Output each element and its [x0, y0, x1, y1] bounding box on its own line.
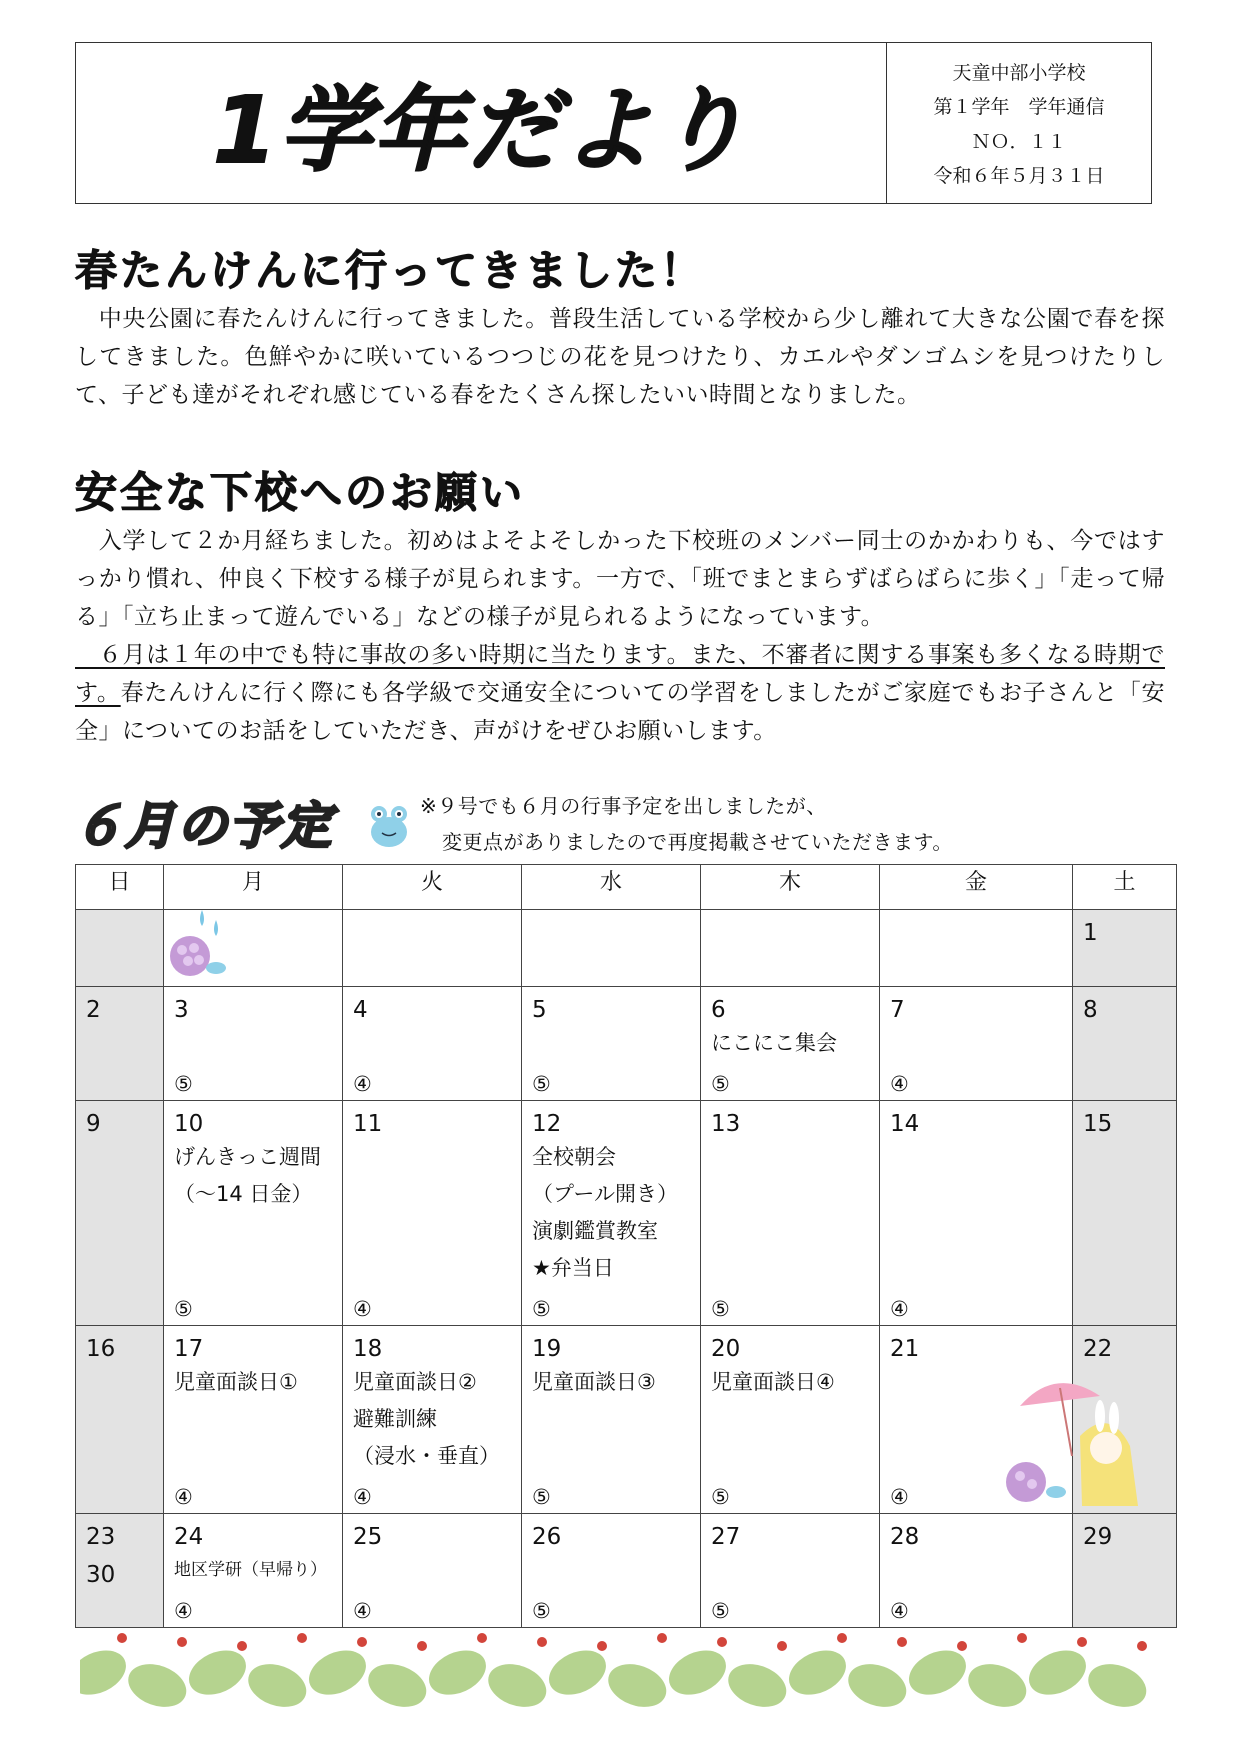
weekday-header: 日 [76, 865, 164, 910]
day-number: 9 [86, 1111, 101, 1137]
calendar-day-cell [880, 1514, 1073, 1628]
garland-berry [477, 1633, 487, 1643]
garland-leaf [602, 1656, 672, 1714]
garland-berry [1077, 1637, 1087, 1647]
class-period-count: ④ [890, 1485, 909, 1509]
calendar-day-cell [76, 1101, 164, 1326]
class-period-count: ④ [353, 1072, 372, 1096]
calendar-day-cell [343, 987, 522, 1101]
garland-leaf [302, 1642, 373, 1704]
garland-berry [417, 1641, 427, 1651]
garland-berry [897, 1637, 907, 1647]
calendar-event: （～14 日金） [174, 1182, 313, 1206]
calendar-day-cell [164, 987, 343, 1101]
issue-date: 令和６年５月３１日 [933, 164, 1105, 187]
garland-berry [357, 1637, 367, 1647]
garland-leaf [662, 1642, 733, 1704]
calendar-event: 児童面談日① [174, 1370, 298, 1394]
class-period-count: ⑤ [711, 1599, 730, 1623]
calendar-day-cell [76, 1326, 164, 1514]
weekday-header: 土 [1073, 865, 1177, 910]
garland-berry [717, 1637, 727, 1647]
frog-icon [365, 800, 413, 850]
calendar-event: （浸水・垂直） [353, 1444, 500, 1468]
garland-berry [537, 1637, 547, 1647]
class-period-count: ④ [890, 1297, 909, 1321]
section-title-spring: 春たんけんに行ってきました！ [75, 246, 706, 295]
day-number: 18 [353, 1336, 383, 1362]
garland-leaf [902, 1642, 973, 1704]
garland-berry [657, 1633, 667, 1643]
garland-berry [1017, 1633, 1027, 1643]
day-number: 20 [711, 1336, 741, 1362]
garland-berry [297, 1633, 307, 1643]
garland-leaf [962, 1656, 1032, 1714]
class-period-count: ⑤ [174, 1072, 193, 1096]
weekday-header: 火 [343, 865, 522, 910]
newsletter-title: 1学年だより [212, 77, 749, 184]
class-period-count: ④ [353, 1297, 372, 1321]
calendar-week-row [76, 910, 1177, 987]
class-period-count: ⑤ [532, 1297, 551, 1321]
garland-berry [237, 1641, 247, 1651]
weekday-header-row [76, 865, 1177, 910]
calendar-event: 児童面談日③ [532, 1370, 656, 1394]
calendar-event: ★弁当日 [532, 1256, 614, 1280]
garland-leaf [722, 1656, 792, 1714]
weekday-header: 月 [164, 865, 343, 910]
calendar-week-row [76, 1101, 1177, 1326]
day-number: 27 [711, 1524, 741, 1550]
hydrangea-icon [162, 906, 232, 980]
day-number: 24 [174, 1524, 204, 1550]
section-body-safety [75, 522, 1165, 750]
calendar-day-cell [1073, 910, 1177, 987]
garland-leaf [362, 1656, 432, 1714]
day-number: 21 [890, 1336, 920, 1362]
day-number: 30 [86, 1562, 116, 1588]
paragraph: 中央公園に春たんけんに行ってきました。普段生活している学校から少し離れて大きな公園で春を探してきました。色鮮やかに咲いているつつじの花を見つけたり、カエルやダンゴムシを見つけたりして、子ども達がそれぞれ感じている春をたくさん探したいい時間となりました。 [75, 306, 1166, 408]
garland-leaf [80, 1642, 133, 1704]
garland-berry [117, 1633, 127, 1643]
day-number: 14 [890, 1111, 920, 1137]
class-period-count: ⑤ [174, 1297, 193, 1321]
class-period-count: ⑤ [711, 1072, 730, 1096]
paragraph [75, 636, 1165, 750]
garland-leaf [422, 1642, 493, 1704]
day-number: 28 [890, 1524, 920, 1550]
day-number: 12 [532, 1111, 562, 1137]
class-period-count: ④ [890, 1599, 909, 1623]
day-number: 3 [174, 997, 189, 1023]
day-number: 15 [1083, 1111, 1113, 1137]
schedule-note-line2: 変更点がありましたので再度掲載させていただきます。 [442, 830, 953, 854]
day-number: 7 [890, 997, 905, 1023]
day-number: 4 [353, 997, 368, 1023]
calendar-week-row [76, 1514, 1177, 1628]
schedule-title: ６月の予定 [73, 797, 333, 855]
day-number: 26 [532, 1524, 562, 1550]
calendar-event: にこにこ集会 [711, 1031, 837, 1055]
calendar-day-cell [701, 910, 880, 987]
day-number: 6 [711, 997, 726, 1023]
class-period-count: ④ [174, 1599, 193, 1623]
calendar-day-cell [343, 1514, 522, 1628]
calendar-day-cell [880, 910, 1073, 987]
calendar-day-cell [1073, 1101, 1177, 1326]
garland-leaf [1022, 1642, 1093, 1704]
calendar-day-cell [164, 1101, 343, 1326]
class-period-count: ⑤ [711, 1297, 730, 1321]
calendar-event: 地区学研（早帰り） [174, 1560, 327, 1580]
garland-leaf [482, 1656, 552, 1714]
class-period-count: ④ [890, 1072, 909, 1096]
day-number: 23 [86, 1524, 116, 1550]
paragraph-rest: 春たんけんに行く際にも各学級で交通安全についての学習をしましたがご家庭でもお子さんと「安全」についてのお話をしていただき、声がけをぜひお願いします。 [75, 680, 1165, 744]
calendar-event: 児童面談日② [353, 1370, 477, 1394]
day-number: 19 [532, 1336, 562, 1362]
calendar-event: 避難訓練 [353, 1407, 437, 1431]
day-number: 2 [86, 997, 101, 1023]
class-period-count: ④ [353, 1599, 372, 1623]
day-number: 17 [174, 1336, 204, 1362]
calendar-day-cell [701, 1514, 880, 1628]
calendar-event: 児童面談日④ [711, 1370, 835, 1394]
calendar-event: （プール開き） [532, 1182, 678, 1206]
class-period-count: ④ [174, 1485, 193, 1509]
garland-leaf [842, 1656, 912, 1714]
underlined-text: ６月は１年の中でも特に事故の多い時期に当たります。また、不審者に関する事案も多くなる時期です。 [75, 642, 1165, 706]
paragraph: 入学して２か月経ちました。初めはよそよそしかった下校班のメンバー同士のかかわりも、今ではすっかり慣れ、仲良く下校する様子が見られます。一方で、「班でまとまらずばらばらに歩く」「走って帰る」「立ち止まって遊んでいる」などの様子が見られるようになっています。 [75, 528, 1165, 630]
class-period-count: ⑤ [532, 1072, 551, 1096]
calendar-day-cell [522, 987, 701, 1101]
calendar-day-cell [343, 1326, 522, 1514]
calendar-day-cell [343, 910, 522, 987]
day-number: 1 [1083, 920, 1098, 946]
calendar-day-cell [522, 1101, 701, 1326]
calendar-day-cell [522, 1326, 701, 1514]
weekday-header: 金 [880, 865, 1073, 910]
day-number: 13 [711, 1111, 741, 1137]
grade-label: 第１学年 学年通信 [933, 96, 1105, 119]
calendar-day-cell [701, 987, 880, 1101]
calendar-day-cell [880, 987, 1073, 1101]
day-number: 11 [353, 1111, 383, 1137]
calendar-day-cell [1073, 987, 1177, 1101]
weekday-header: 木 [701, 865, 880, 910]
class-period-count: ④ [353, 1485, 372, 1509]
calendar-day-cell [76, 910, 164, 987]
schedule-note-line1: ※９号でも６月の行事予定を出しましたが、 [420, 794, 827, 818]
calendar-event: げんきっこ週間 [174, 1145, 321, 1169]
garland-leaf [122, 1656, 192, 1714]
bunny-umbrella-illustration [1000, 1366, 1150, 1516]
calendar-day-cell [701, 1326, 880, 1514]
calendar-day-cell [164, 1326, 343, 1514]
day-number: 10 [174, 1111, 204, 1137]
day-number: 29 [1083, 1524, 1113, 1550]
calendar-day-cell [1073, 1514, 1177, 1628]
class-period-count: ⑤ [532, 1599, 551, 1623]
garland-berry [597, 1641, 607, 1651]
garland-leaf [542, 1642, 613, 1704]
garland-berry [177, 1637, 187, 1647]
calendar-body [76, 910, 1177, 1628]
garland-berry [957, 1641, 967, 1651]
calendar-week-row [76, 987, 1177, 1101]
calendar-day-cell [164, 1514, 343, 1628]
title-box [76, 43, 886, 203]
day-number: 16 [86, 1336, 116, 1362]
day-number: 22 [1083, 1336, 1113, 1362]
weekday-header: 水 [522, 865, 701, 910]
day-number: 8 [1083, 997, 1098, 1023]
garland-leaf [182, 1642, 253, 1704]
calendar-day-cell [880, 1101, 1073, 1326]
calendar-day-cell [343, 1101, 522, 1326]
garland-leaf [242, 1656, 312, 1714]
class-period-count: ⑤ [532, 1485, 551, 1509]
calendar-day-cell [701, 1101, 880, 1326]
calendar-event: 演劇鑑賞教室 [532, 1219, 658, 1243]
section-title-safety: 安全な下校へのお願い [75, 468, 526, 517]
calendar-day-cell [76, 987, 164, 1101]
calendar-event: 全校朝会 [532, 1145, 616, 1169]
garland-leaf [782, 1642, 853, 1704]
day-number: 25 [353, 1524, 383, 1550]
school-name: 天童中部小学校 [952, 62, 1086, 85]
garland-berry [1137, 1641, 1147, 1651]
garland-berry [837, 1633, 847, 1643]
day-number: 5 [532, 997, 547, 1023]
newsletter-header [75, 42, 1152, 204]
issue-number: ＮＯ．１１ [971, 130, 1067, 153]
calendar-day-cell [76, 1514, 164, 1628]
class-period-count: ⑤ [711, 1485, 730, 1509]
garland-berry [777, 1641, 787, 1651]
leaf-garland-decoration [80, 1620, 1160, 1728]
calendar-day-cell [522, 910, 701, 987]
garland-leaf [1082, 1656, 1152, 1714]
newsletter-meta [886, 43, 1151, 203]
calendar-day-cell [522, 1514, 701, 1628]
section-body-spring [75, 300, 1165, 414]
